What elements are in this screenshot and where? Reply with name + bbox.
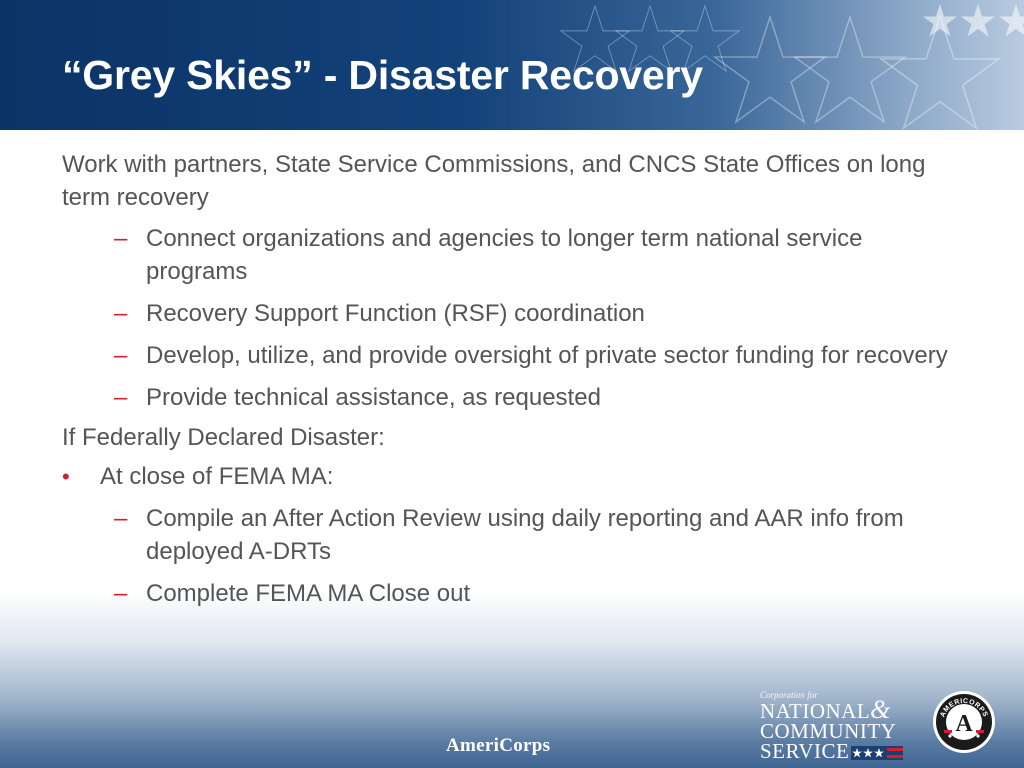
list-item xyxy=(62,297,962,330)
bullet-item xyxy=(62,460,962,493)
bullet-item-text: At close of FEMA MA: xyxy=(100,463,334,490)
dash-marker: – xyxy=(114,505,128,532)
dash-marker: – xyxy=(114,300,128,327)
list-item xyxy=(62,381,962,414)
americorps-logo: AmeriCorps xyxy=(446,735,551,756)
cncs-logo xyxy=(760,690,920,761)
list-item-text: Compile an After Action Review using daily reporting and AAR info from deployed A-DRTs xyxy=(146,505,904,565)
bullet-marker: • xyxy=(62,464,70,489)
list-item-text: Develop, utilize, and provide oversight of private sector funding for recovery xyxy=(146,342,948,369)
ampersand: & xyxy=(870,695,891,724)
list-item-text: Provide technical assistance, as requested xyxy=(146,384,601,411)
title-banner xyxy=(0,0,1024,130)
dash-marker: – xyxy=(114,225,128,252)
svg-text:AMERICORPS: AMERICORPS xyxy=(939,697,989,719)
list-item xyxy=(62,577,962,610)
list-item xyxy=(62,339,962,372)
flag-stars-icon xyxy=(851,746,903,760)
intro-text: Work with partners, State Service Commissions, and CNCS State Offices on long term recovery xyxy=(62,151,926,211)
slide-body xyxy=(62,148,962,610)
svg-text:A: A xyxy=(955,711,973,737)
slide-title: “Grey Skies” - Disaster Recovery xyxy=(62,52,703,98)
list-item-text: Recovery Support Function (RSF) coordination xyxy=(146,300,645,327)
cncs-line-national: NATIONAL& xyxy=(760,695,891,724)
cncs-line-service: SERVICE xyxy=(760,741,920,761)
list-item xyxy=(62,502,962,568)
dash-marker: – xyxy=(114,342,128,369)
condition-text: If Federally Declared Disaster: xyxy=(62,424,385,451)
cncs-prefix: Corporation for xyxy=(760,690,818,700)
dash-marker: – xyxy=(114,580,128,607)
dash-marker: – xyxy=(114,384,128,411)
list-item-text: Connect organizations and agencies to longer term national service programs xyxy=(146,225,863,285)
list-item xyxy=(62,222,962,288)
americorps-seal-icon xyxy=(932,690,996,754)
cncs-line-community: COMMUNITY xyxy=(760,719,897,743)
list-item-text: Complete FEMA MA Close out xyxy=(146,580,471,607)
